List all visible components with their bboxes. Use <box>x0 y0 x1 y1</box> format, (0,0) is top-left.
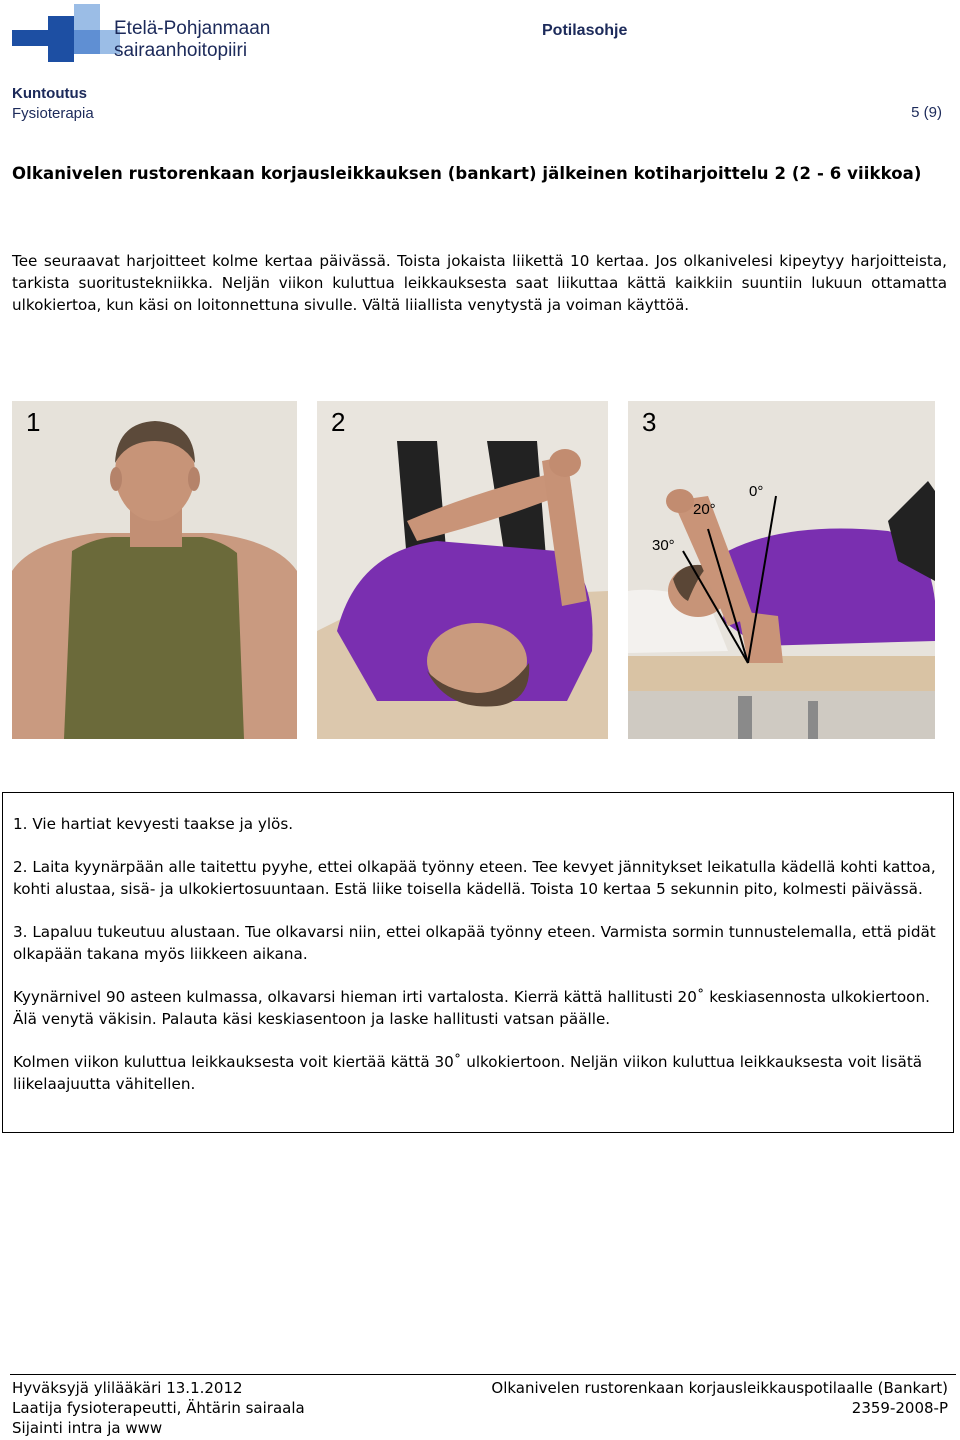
exercise-photo-1 <box>12 401 297 739</box>
document-type: Potilasohje <box>542 22 628 39</box>
photo-1-number: 1 <box>26 407 41 437</box>
footer-location: Sijainti intra ja www <box>12 1419 163 1437</box>
instruction-2: 2. Laita kyynärpään alle taitettu pyyhe, ettei olkapää työnny eteen. Tee kevyet jännitykset leikatulla kädellä kohti kattoa, kohti alustaa, sisä- ja ulkokiertosuuntaan. Estä liike toisella kädellä. Toista 10 kertaa 5 sekunnin pito, kolmesti päivässä. <box>13 858 936 898</box>
intro-paragraph: Tee seuraavat harjoitteet kolme kertaa päivässä. Toista jokaista liikettä 10 kertaa. Jos olkanivelesi kipeytyy harjoitteista, tarkista suoritustekniikka. Neljän viikon kuluttua leikkauksesta saat liikuttaa kättä kaikkiin suuntiin lukuun ottamatta ulkokiertoa, kun käsi on loitonnettuna sivulle. Vältä liiallista venytystä ja voiman käyttöä. <box>12 252 947 314</box>
footer-right <box>491 1378 948 1418</box>
instructions-list <box>13 813 943 1116</box>
instruction-3-detail: Kyynärnivel 90 asteen kulmassa, olkavarsi hieman irti vartalosta. Kierrä kättä hallitusti 20˚ keskiasennosta ulkokiertoon. Älä venytä väkisin. Palauta käsi keskiasentoon ja laske hallitusti vatsan päälle. <box>13 988 930 1028</box>
footer-left <box>12 1378 305 1438</box>
angle-label-0: 0° <box>749 483 764 500</box>
footer-divider <box>10 1374 956 1375</box>
org-line-1: Etelä-Pohjanmaan <box>114 18 271 39</box>
department-block <box>12 84 94 124</box>
footer-author: Laatija fysioterapeutti, Ähtärin sairaala <box>12 1399 305 1417</box>
org-line-2: sairaanhoitopiiri <box>114 40 248 61</box>
page-number: 5 (9) <box>911 104 942 121</box>
footer-doc-code: 2359-2008-P <box>851 1399 948 1417</box>
instruction-3: 3. Lapaluu tukeutuu alustaan. Tue olkavarsi niin, ettei olkapää työnny eteen. Varmista sormin tunnustelemalla, että pidät olkapään takana myös liikkeen aikana. <box>13 923 936 963</box>
footer-doc-title: Olkanivelen rustorenkaan korjausleikkauspotilaalle (Bankart) <box>491 1379 948 1397</box>
hospital-logo-mark <box>10 2 120 62</box>
angle-label-20: 20° <box>693 501 716 518</box>
instruction-3-progression: Kolmen viikon kuluttua leikkauksesta voit kiertää kättä 30˚ ulkokiertoon. Neljän viikon kuluttua leikkauksesta voit lisätä liikelaajuutta vähitellen. <box>13 1053 923 1093</box>
document-title: Olkanivelen rustorenkaan korjausleikkauksen (bankart) jälkeinen kotiharjoittelu 2 (2 - 6 viikkoa) <box>12 164 922 183</box>
photo-2-number: 2 <box>331 407 346 437</box>
instruction-1: 1. Vie hartiat kevyesti taakse ja ylös. <box>13 815 294 833</box>
exercise-photo-3 <box>628 401 935 739</box>
footer-approved: Hyväksyjä ylilääkäri 13.1.2012 <box>12 1379 243 1397</box>
unit-name: Fysioterapia <box>12 105 94 122</box>
organization-name <box>114 18 270 62</box>
department-name: Kuntoutus <box>12 85 87 102</box>
instructions-box <box>2 792 954 1133</box>
exercise-photo-2 <box>317 401 608 739</box>
angle-label-30: 30° <box>652 537 675 554</box>
photo-3-number: 3 <box>642 407 657 437</box>
